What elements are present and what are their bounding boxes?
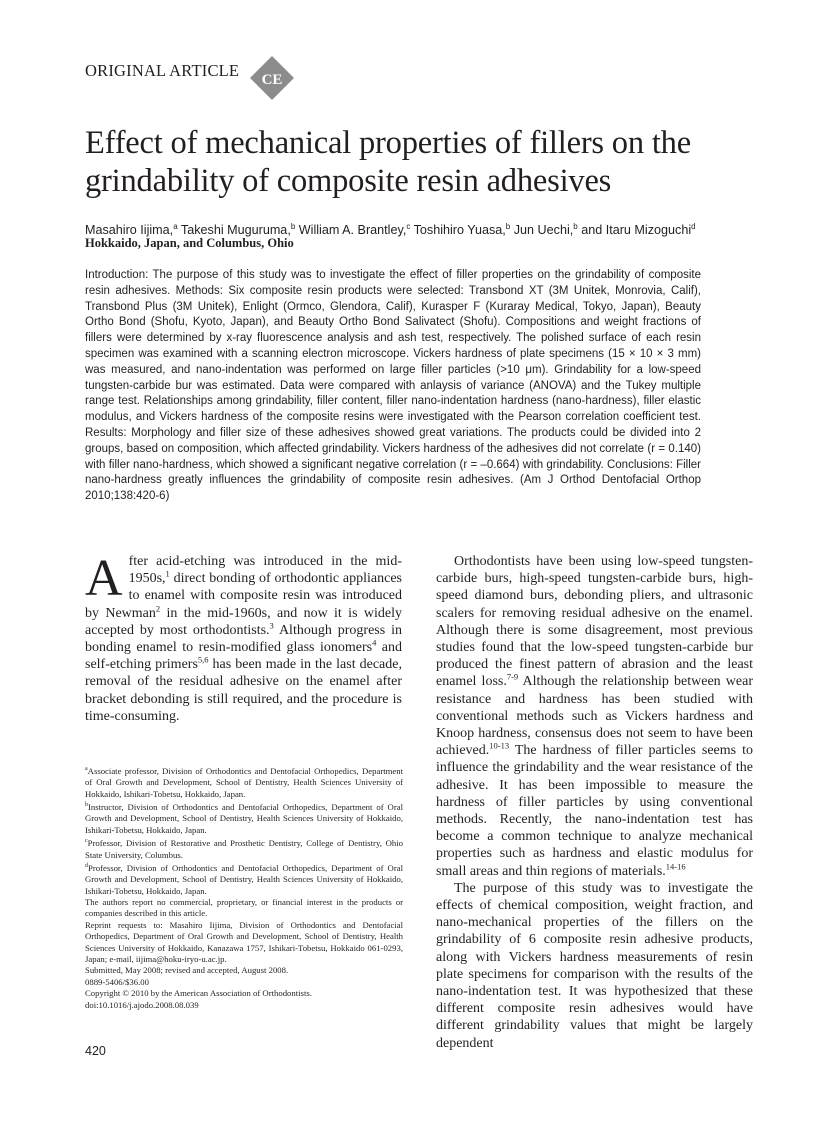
citation-ref: 4 bbox=[372, 637, 377, 648]
footnote: $^d$Professor, Division of Orthodontics and Dentofacial Orthopedics, Department of Oral Growth and Development, School of Dentistry, Health Sciences University of Hokkaido, Ishikari-Tobetsu, Hokkaido, Japan. bbox=[85, 862, 403, 896]
section-label: ORIGINAL ARTICLE bbox=[85, 61, 240, 80]
body-left-column bbox=[85, 550, 402, 725]
body-right-column bbox=[436, 553, 753, 1052]
submission-dates: Submitted, May 2008; revised and accepted, August 2008. bbox=[85, 965, 289, 976]
citation-ref: 3 bbox=[269, 620, 274, 631]
citation-ref: 5,6 bbox=[197, 654, 209, 665]
footnote: $^a$Associate professor, Division of Orthodontics and Dentofacial Orthopedics, Department of Oral Growth and Development, School of Dentistry, Health Sciences University of Hokkaido, Ishikari-Tobetsu, Hokkaido, Japan. bbox=[85, 765, 403, 799]
page-number: 420 bbox=[85, 1044, 106, 1058]
drop-cap: A bbox=[85, 550, 123, 607]
doi: doi:10.1016/j.ajodo.2008.08.039 bbox=[85, 999, 199, 1010]
body-paragraph: Orthodontists have been using low-speed tungsten-carbide burs, high-speed tungsten-carbide burs, high-speed diamond burs, debonding pliers, and ultrasonic scalers for removing residual adhesive on the enamel. Although there is some disagreement, most previous studies found that the low-speed tungsten-carbide bur produced the finest pattern of abrasion and the least enamel loss.$^{7-9}$ Although the relationship between wear resistance and hardness has been studied with conventional methods such as Vickers hardness and Knoop hardness, consensus does not seem to have been achieved.$^{10-13}$ The hardness of filler particles seems to influence the grindability and the wear resistance of the adhesive. It has been impossible to measure the hardness of filler particles by using conventional methods. Recently, the nano-indentation test has become a common technique to analyze mechanical properties such as hardness and elastic modulus for small areas and thin regions of materials.$^{14-16}$ bbox=[436, 554, 753, 879]
author: Jun Uechi,$^b$ bbox=[513, 222, 578, 238]
author: Masahiro Iijima,$^a$ bbox=[85, 222, 178, 238]
issn: 0889-5406/$36.00 bbox=[85, 976, 149, 987]
citation-ref: 7-9 bbox=[506, 671, 519, 682]
author-locations: Hokkaido, Japan, and Columbus, Ohio bbox=[85, 236, 294, 250]
author: and Itaru Mizoguchi$^d$ bbox=[581, 222, 696, 238]
footnote: $^c$Professor, Division of Restorative and Prosthetic Dentistry, College of Dentistry, Ohio State University, Columbus. bbox=[85, 838, 403, 860]
disclosure-note: The authors report no commercial, proprietary, or financial interest in the products or companies described in this article. bbox=[85, 897, 403, 919]
intro-paragraph: After acid-etching was introduced in the mid-1950s,$^1$ direct bonding of orthodontic appliances to enamel with composite resin was introduced by Newman$^2$ in the mid-1960s, and now it is widely accepted by most orthodontists.$^3$ Although progress in bonding enamel to resin-modified glass ionomers$^4$ and self-etching primers$^{5,6}$ has been made in the last decade, removal of the residual adhesive on the enamel after bracket debonding is still required, and the procedure is time-consuming. bbox=[85, 550, 402, 724]
article-title: Effect of mechanical properties of fillers on the grindability of composite resin adhesives bbox=[85, 125, 691, 199]
footnote: $^b$Instructor, Division of Orthodontics and Dentofacial Orthopedics, Department of Oral Growth and Development, School of Dentistry, Health Sciences University of Hokkaido, Ishikari-Tobetsu, Hokkaido, Japan. bbox=[85, 802, 403, 835]
copyright: Copyright © 2010 by the American Association of Orthodontists. bbox=[85, 988, 312, 999]
body-paragraph: The purpose of this study was to investigate the effects of chemical composition, weight fraction, and nano-mechanical properties of the fillers on the grindability of 6 composite resin adhesive products, along with Vickers hardness measurements of resin plate specimens for comparison with the results of the nano-indentation test. It was hypothesized that these different composite resin adhesives would have different grindability values that might be largely dependent bbox=[436, 880, 753, 1051]
citation-ref: 1 bbox=[165, 568, 170, 579]
footnotes bbox=[85, 764, 403, 1011]
abstract: Introduction: The purpose of this study was to investigate the effect of filler properties on the grindability of composite resin adhesives. Methods: Six composite resin products were selected: Transbond XT (3M Unitek, Monrovia, Calif), Transbond Plus (3M Unitek), Enlight (Ormco, Glendora, Calif), Kurasper F (Kuraray Medical, Tokyo, Japan), Beauty Ortho Bond (Shofu, Kyoto, Japan), and Beauty Ortho Bond Salivatect (Shofu). Compositions and weight fractions of fillers were determined by x-ray fluorescence analysis and ash test, respectively. The polished surface of each resin specimen was examined with a scanning electron microscope. Vickers hardness of plate specimens (15 × 10 × 3 mm) was measured, and nano-indentation was performed on large filler particles (>10 μm). Grindability for a low-speed tungsten-carbide bur was estimated. Data were compared with anlaysis of variance (ANOVA) and the Tukey multiple range test. Relationships among grindability, filler content, filler nano-indentation hardness (nano-hardness), filler elastic modulus, and Vickers hardness of the composite resins were investigated with the Pearson correlation coefficient test. Results: Morphology and filler size of these adhesives showed great variations. The products could be divided into 2 groups, based on composition, which affected grindability. Vickers hardness of the adhesives did not correlate (r = 0.140) with filler nano-hardness, which showed a significant negative correlation (r = –0.664) with grindability. Conclusions: Filler nano-hardness greatly influences the grindability of composite resin adhesives. (Am J Orthod Dentofacial Orthop 2010;138:420-6) bbox=[85, 269, 701, 503]
svg-text:CE: CE bbox=[261, 72, 283, 88]
citation-ref: 14-16 bbox=[665, 861, 686, 871]
reprint-requests: Reprint requests to: Masahiro Iijima, Division of Orthodontics and Dentofacial Orthopedics, Department of Oral Growth and Development, School of Dentistry, Health Sciences University of Hokkaido, Kanazawa 1757, Ishikari-Tobetsu, Hokkaido 061-0293, Japan; e-mail, iijima@hoku-iryo-u.ac.jp. bbox=[85, 919, 403, 965]
citation-ref: 2 bbox=[155, 602, 161, 613]
author: Takeshi Muguruma,$^b$ bbox=[180, 222, 296, 238]
author: William A. Brantley,$^c$ bbox=[298, 222, 411, 238]
ce-badge-icon bbox=[249, 55, 295, 101]
author: Toshihiro Yuasa,$^b$ bbox=[413, 222, 511, 238]
citation-ref: 10-13 bbox=[489, 740, 510, 751]
